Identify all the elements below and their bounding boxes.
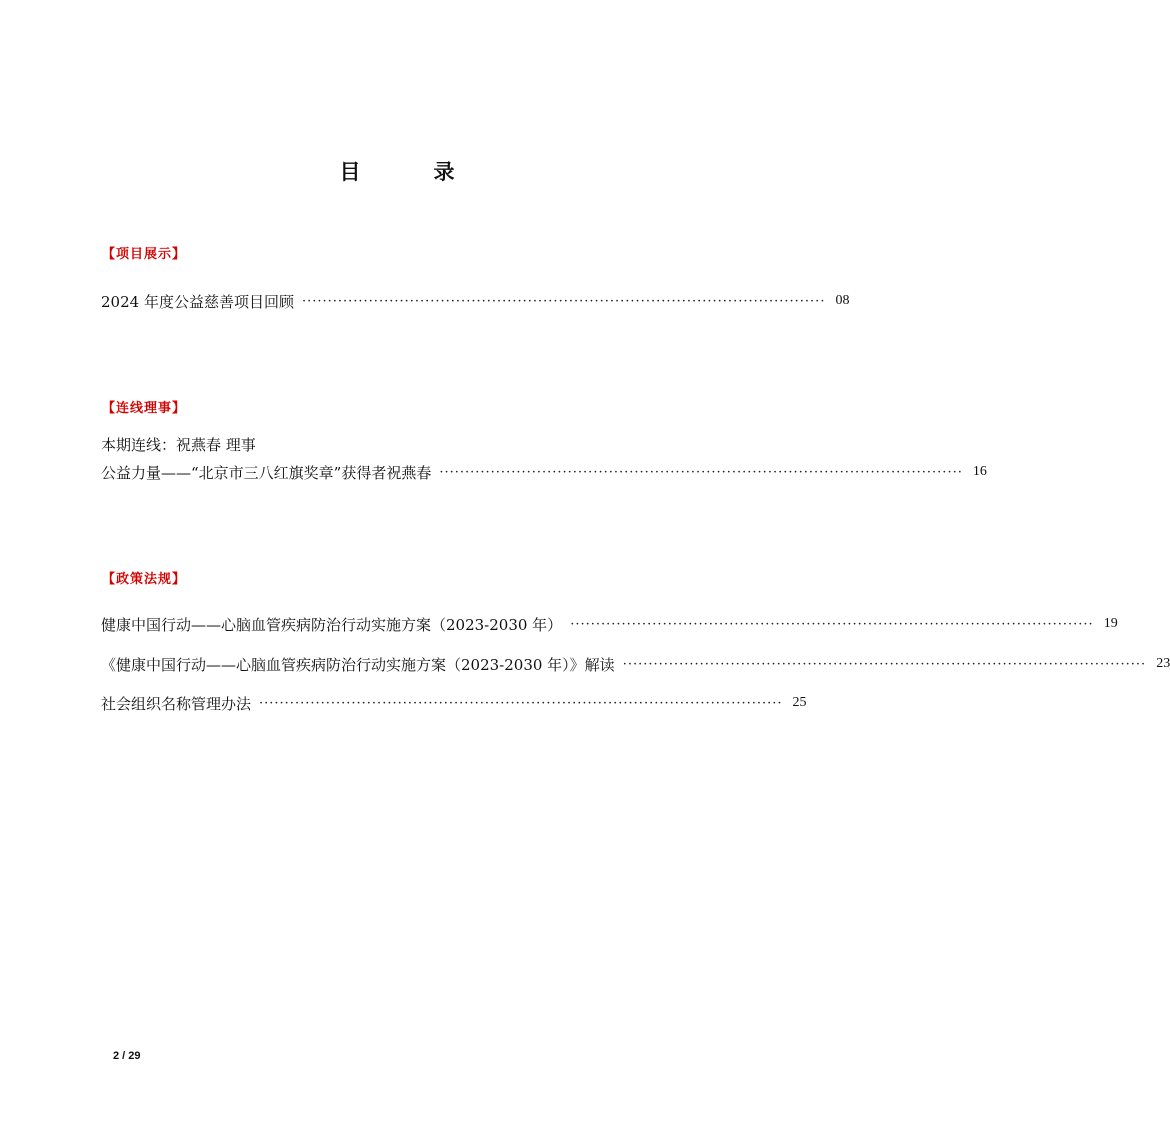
section-intro: 本期连线：祝燕春 理事 [101, 436, 256, 454]
dot-leader: ······································································································ [259, 695, 783, 711]
toc-entry-title: 公益力量——“北京市三八红旗奖章”获得者祝燕春 [101, 463, 432, 482]
toc-entry[interactable] [101, 290, 850, 312]
page-indicator: 2 / 29 [113, 1050, 141, 1062]
toc-entry-page: 16 [972, 464, 987, 479]
dot-leader: ······································································································ [439, 464, 963, 480]
dot-leader: ······································································································ [570, 616, 1094, 632]
toc-entry[interactable] [101, 653, 1170, 675]
toc-entry[interactable] [101, 692, 807, 714]
toc-entry-title: 健康中国行动——心脑血管疾病防治行动实施方案（2023-2030 年） [101, 615, 563, 634]
dot-leader: ······································································································ [301, 293, 826, 309]
toc-title: 目 录 [339, 160, 481, 184]
toc-entry-page: 19 [1103, 616, 1118, 631]
toc-entry-title: 2024 年度公益慈善项目回顾 [101, 292, 294, 311]
toc-entry[interactable] [101, 461, 987, 483]
toc-entry[interactable] [101, 613, 1118, 635]
section-heading-directors: 【连线理事】 [102, 401, 187, 416]
toc-entry-title: 社会组织名称管理办法 [101, 694, 252, 713]
toc-entry-page: 08 [835, 293, 850, 308]
section-heading-projects: 【项目展示】 [102, 247, 187, 262]
dot-leader: ······································································································ [622, 656, 1147, 672]
section-heading-policies: 【政策法规】 [102, 572, 187, 587]
toc-entry-page: 25 [792, 695, 807, 710]
toc-entry-page: 23 [1156, 656, 1170, 671]
toc-entry-title: 《健康中国行动——心脑血管疾病防治行动实施方案（2023-2030 年）》解读 [101, 655, 615, 674]
